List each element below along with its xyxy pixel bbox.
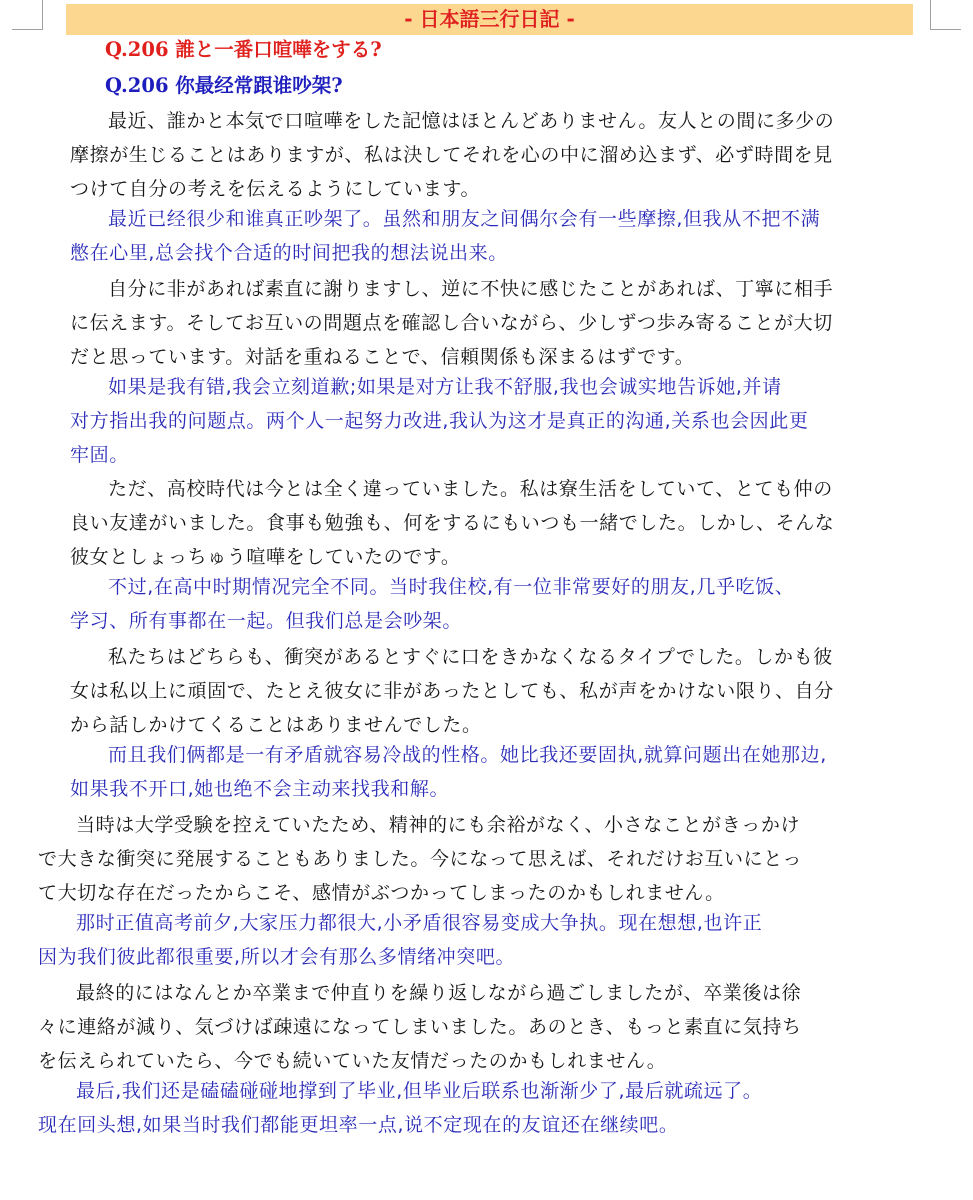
paragraph-line: 々に連絡が減り、気づけば疎遠になってしまいました。あのとき、もっと素直に気持ち [38,1016,802,1038]
paragraph-line: 自分に非があれば素直に謝りますし、逆に不快に感じたことがあれば、丁寧に相手 [108,278,834,300]
page-corner-mark-left [12,0,43,30]
paragraph-line: で大きな衝突に発展することもありました。今になって思えば、それだけお互いにとっ [38,848,803,870]
paragraph-line: 最近、誰かと本気で口喧嘩をした記憶はほとんどありません。友人との間に多少の [108,110,835,132]
paragraph-line: 良い友達がいました。食事も勉強も、何をするにもいつも一緒でした。しかし、そんな [70,512,835,534]
paragraph-line: 最終的にはなんとか卒業まで仲直りを繰り返しながら過ごしましたが、卒業後は徐 [76,982,802,1004]
paragraph-chinese [70,570,918,638]
paragraph-line: から話しかけてくることはありませんでした。 [70,714,482,736]
paragraph-japanese [38,808,938,910]
paragraph-line: 因为我们彼此都很重要,所以才会有那么多情绪冲突吧。 [38,946,516,968]
question-japanese: Q.206 誰と一番口喧嘩をする? [105,38,382,61]
paragraph-japanese [70,472,918,574]
paragraph-japanese [70,640,918,742]
paragraph-line: 女は私以上に頑固で、たとえ彼女に非があったとしても、私が声をかけない限り、自分 [70,680,834,702]
paragraph-line: 最后,我们还是磕磕碰碰地撑到了毕业,但毕业后联系也渐渐少了,最后就疏远了。 [76,1080,763,1102]
paragraph-line: つけて自分の考えを伝えるようにしています。 [70,178,481,200]
paragraph-chinese [70,370,918,472]
paragraph-line: 彼女としょっちゅう喧嘩をしていたのです。 [70,546,461,568]
paragraph-line: 牢固。 [70,444,129,466]
paragraph-line: 最近已经很少和谁真正吵架了。虽然和朋友之间偶尔会有一些摩擦,但我从不把不满 [108,208,821,230]
paragraph-line: だと思っています。対話を重ねることで、信頼関係も深まるはずです。 [70,346,695,368]
diary-banner [66,4,913,35]
paragraph-japanese [38,976,938,1078]
paragraph-line: に伝えます。そしてお互いの問題点を確認し合いながら、少しずつ歩み寄ることが大切 [70,312,833,334]
paragraph-chinese [70,202,918,270]
banner-title: - 日本語三行日記 - [404,7,575,31]
paragraph-japanese [70,104,918,206]
paragraph-line: て大切な存在だったからこそ、感情がぶつかってしまったのかもしれません。 [38,882,725,904]
paragraph-line: 不过,在高中时期情况完全不同。当时我住校,有一位非常要好的朋友,几乎吃饭、 [108,576,795,598]
paragraph-line: 学习、所有事都在一起。但我们总是会吵架。 [70,610,463,632]
question-chinese: Q.206 你最经常跟谁吵架? [105,74,343,97]
paragraph-line: 如果是我有错,我会立刻道歉;如果是对方让我不舒服,我也会诚实地告诉她,并请 [108,376,782,398]
paragraph-chinese [38,906,938,974]
paragraph-line: 憋在心里,总会找个合适的时间把我的想法说出来。 [70,242,508,264]
paragraph-line: 而且我们俩都是一有矛盾就容易冷战的性格。她比我还要固执,就算问题出在她那边, [108,744,827,766]
paragraph-line: 现在回头想,如果当时我们都能更坦率一点,说不定现在的友谊还在继续吧。 [38,1114,679,1136]
paragraph-japanese [70,272,918,374]
paragraph-line: を伝えられていたら、今でも続いていた友情だったのかもしれません。 [38,1050,667,1072]
paragraph-line: 当時は大学受験を控えていたため、精神的にも余裕がなく、小さなことがきっかけ [76,814,801,836]
paragraph-line: 对方指出我的问题点。两个人一起努力改进,我认为这才是真正的沟通,关系也会因此更 [70,410,809,432]
paragraph-line: 私たちはどちらも、衝突があるとすぐに口をきかなくなるタイプでした。しかも彼 [108,646,833,668]
paragraph-chinese [38,1074,938,1142]
paragraph-line: 那时正值高考前夕,大家压力都很大,小矛盾很容易变成大争执。现在想想,也许正 [76,912,763,934]
paragraph-line: ただ、高校時代は今とは全く違っていました。私は寮生活をしていて、とても仲の [108,478,833,500]
paragraph-line: 如果我不开口,她也绝不会主动来找我和解。 [70,778,450,800]
paragraph-line: 摩擦が生じることはありますが、私は決してそれを心の中に溜め込まず、必ず時間を見 [70,144,833,166]
paragraph-chinese [70,738,918,806]
page-corner-mark-right [930,0,961,30]
